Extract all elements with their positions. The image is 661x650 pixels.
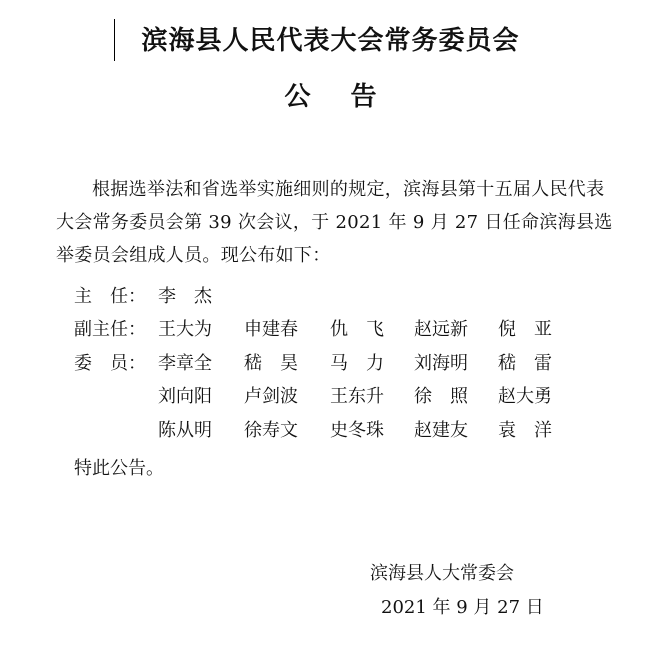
director-label-char-1: 主	[74, 286, 92, 307]
members-label	[74, 347, 158, 380]
member-name: 袁 洋	[498, 420, 552, 441]
body-paragraph: 根据选举法和省选举实施细则的规定，滨海县第十五届人民代表大会常务委员会第 39 次会议，于 2021 年 9 月 27 日任命滨海县选举委员会组成人员。现公布如下：	[56, 179, 613, 266]
member-name: 嵇 雷	[498, 353, 552, 374]
document-title: 滨海县人民代表大会常务委员会	[141, 26, 520, 56]
member-name: 徐寿文	[244, 420, 298, 441]
member-name: 赵大勇	[498, 386, 552, 407]
closing-text: 特此公告。	[74, 458, 164, 479]
member-name: 王东升	[330, 386, 384, 407]
members-label-char-2: 员：	[110, 353, 146, 374]
director-label	[74, 280, 158, 313]
member-name: 赵建友	[414, 420, 468, 441]
document-subtitle: 公告	[284, 82, 417, 112]
member-name: 刘海明	[414, 353, 468, 374]
member-name: 嵇 昊	[244, 353, 298, 374]
member-name: 李章全	[158, 353, 212, 374]
deputy-director-name: 仇 飞	[330, 319, 384, 340]
director-label-char-2: 任：	[110, 286, 146, 307]
signature-organization: 滨海县人大常委会	[370, 563, 514, 584]
signature-date: 2021 年 9 月 27 日	[381, 597, 544, 618]
member-name: 刘向阳	[158, 386, 212, 407]
members-label-char-1: 委	[74, 353, 92, 374]
member-name: 马 力	[330, 353, 384, 374]
deputy-directors-label: 副主任：	[74, 319, 146, 340]
member-name: 陈从明	[158, 420, 212, 441]
deputy-director-name: 王大为	[158, 319, 212, 340]
director-name: 李 杰	[158, 286, 212, 307]
members-row	[0, 414, 661, 447]
member-name: 徐 照	[414, 386, 468, 407]
deputy-director-name: 倪 亚	[498, 319, 552, 340]
member-name: 史冬珠	[330, 420, 384, 441]
director-row	[0, 280, 661, 313]
deputy-directors-row	[0, 313, 661, 346]
members-row	[0, 380, 661, 413]
deputy-director-name: 赵远新	[414, 319, 468, 340]
members-row	[0, 347, 661, 380]
deputy-director-name: 申建春	[244, 319, 298, 340]
member-name: 卢剑波	[244, 386, 298, 407]
